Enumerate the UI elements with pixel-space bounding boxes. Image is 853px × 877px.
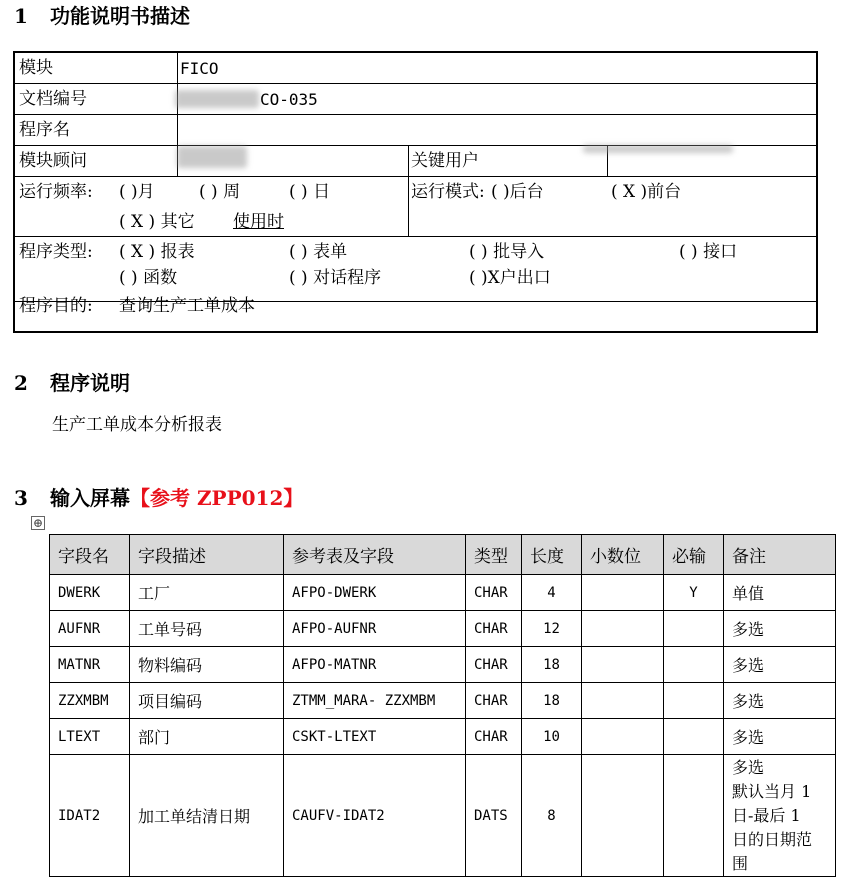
section-3-number: 3 xyxy=(14,486,28,510)
table-row xyxy=(50,683,836,719)
spec-form xyxy=(13,51,818,333)
header-desc: 字段描述 xyxy=(130,535,284,575)
cell-decimals xyxy=(582,611,664,647)
type-batch: ( ) 批导入 xyxy=(469,242,545,262)
type-function: ( ) 函数 xyxy=(119,268,178,288)
cell-type: CHAR xyxy=(466,647,522,683)
section-1-title: 功能说明书描述 xyxy=(50,4,190,28)
cell-required xyxy=(664,755,724,877)
header-note: 备注 xyxy=(724,535,836,575)
cell-decimals xyxy=(582,719,664,755)
freq-month: ( )月 xyxy=(119,182,155,202)
cell-note: 多选 默认当月 1 日-最后 1 日的日期范 围 xyxy=(724,755,836,877)
cell-desc: 项目编码 xyxy=(130,683,284,719)
cell-decimals xyxy=(582,575,664,611)
cell-decimals xyxy=(582,755,664,877)
key-user-label: 关键用户 xyxy=(411,151,479,171)
redacted-key-user xyxy=(583,145,733,153)
header-field: 字段名 xyxy=(50,535,130,575)
mode-background: ( )后台 xyxy=(491,182,544,202)
cell-type: CHAR xyxy=(466,611,522,647)
cell-note: 多选 xyxy=(724,611,836,647)
table-row xyxy=(50,755,836,877)
cell-ref: AFPO-AUFNR xyxy=(284,611,466,647)
cell-length: 10 xyxy=(522,719,582,755)
cell-note: 单值 xyxy=(724,575,836,611)
redacted-consultant xyxy=(177,146,247,168)
section-2-title: 程序说明 xyxy=(50,371,130,395)
section-3-heading xyxy=(14,482,303,511)
section-2-number: 2 xyxy=(14,371,28,395)
section-1-number: 1 xyxy=(14,4,28,28)
header-length: 长度 xyxy=(522,535,582,575)
header-required: 必输 xyxy=(664,535,724,575)
cell-length: 12 xyxy=(522,611,582,647)
table-move-icon[interactable]: ⊕ xyxy=(32,516,44,530)
cell-field: AUFNR xyxy=(50,611,130,647)
cell-ref: AFPO-DWERK xyxy=(284,575,466,611)
cell-length: 8 xyxy=(522,755,582,877)
input-screen-table xyxy=(49,534,836,877)
header-decimals: 小数位 xyxy=(582,535,664,575)
header-type: 类型 xyxy=(466,535,522,575)
cell-length: 18 xyxy=(522,647,582,683)
table-row xyxy=(50,575,836,611)
cell-type: CHAR xyxy=(466,575,522,611)
header-ref: 参考表及字段 xyxy=(284,535,466,575)
cell-length: 4 xyxy=(522,575,582,611)
mode-foreground: ( X )前台 xyxy=(611,182,682,202)
type-dialog: ( ) 对话程序 xyxy=(289,268,382,288)
cell-ref: CSKT-LTEXT xyxy=(284,719,466,755)
cell-note: 多选 xyxy=(724,719,836,755)
mode-label: 运行模式: xyxy=(411,182,485,202)
cell-decimals xyxy=(582,647,664,683)
freq-other-value: 使用时 xyxy=(233,212,284,232)
type-export: ( )X户出口 xyxy=(469,268,551,288)
cell-length: 18 xyxy=(522,683,582,719)
cell-desc: 部门 xyxy=(130,719,284,755)
section-1-heading xyxy=(14,0,190,29)
type-label: 程序类型: xyxy=(19,242,93,262)
section-3-title: 输入屏幕 xyxy=(50,486,130,510)
freq-other: ( X ) 其它 xyxy=(119,212,195,232)
cell-desc: 加工单结清日期 xyxy=(130,755,284,877)
cell-field: LTEXT xyxy=(50,719,130,755)
doc-no-value: CO-035 xyxy=(260,90,318,109)
cell-field: DWERK xyxy=(50,575,130,611)
section-3-reference: 【参考 ZPP012】 xyxy=(130,486,304,510)
redacted-doc-prefix xyxy=(175,90,259,108)
type-report: ( X ) 报表 xyxy=(119,242,195,262)
cell-required xyxy=(664,611,724,647)
table-row xyxy=(50,719,836,755)
cell-type: CHAR xyxy=(466,683,522,719)
cell-type: CHAR xyxy=(466,719,522,755)
freq-day: ( ) 日 xyxy=(289,182,331,202)
purpose-label: 程序目的: xyxy=(19,296,93,316)
cell-field: IDAT2 xyxy=(50,755,130,877)
table-header-row xyxy=(50,535,836,575)
cell-field: ZZXMBM xyxy=(50,683,130,719)
program-name-label: 程序名 xyxy=(19,120,70,140)
cell-ref: CAUFV-IDAT2 xyxy=(284,755,466,877)
consultant-label: 模块顾问 xyxy=(19,151,87,171)
cell-decimals xyxy=(582,683,664,719)
cell-required xyxy=(664,719,724,755)
purpose-value: 查询生产工单成本 xyxy=(119,296,255,316)
doc-no-label: 文档编号 xyxy=(19,89,87,109)
table-row xyxy=(50,647,836,683)
cell-ref: ZTMM_MARA- ZZXMBM xyxy=(284,683,466,719)
cell-required: Y xyxy=(664,575,724,611)
table-row xyxy=(50,611,836,647)
cell-note: 多选 xyxy=(724,647,836,683)
cell-ref: AFPO-MATNR xyxy=(284,647,466,683)
cell-desc: 物料编码 xyxy=(130,647,284,683)
section-2-heading xyxy=(14,367,130,396)
section-2-text: 生产工单成本分析报表 xyxy=(52,415,222,435)
type-form: ( ) 表单 xyxy=(289,242,348,262)
type-interface: ( ) 接口 xyxy=(679,242,738,262)
cell-type: DATS xyxy=(466,755,522,877)
cell-desc: 工厂 xyxy=(130,575,284,611)
cell-required xyxy=(664,647,724,683)
frequency-label: 运行频率: xyxy=(19,182,93,202)
module-label: 模块 xyxy=(19,58,53,78)
cell-field: MATNR xyxy=(50,647,130,683)
freq-week: ( ) 周 xyxy=(199,182,241,202)
module-value: FICO xyxy=(180,59,219,78)
cell-required xyxy=(664,683,724,719)
cell-desc: 工单号码 xyxy=(130,611,284,647)
cell-note: 多选 xyxy=(724,683,836,719)
